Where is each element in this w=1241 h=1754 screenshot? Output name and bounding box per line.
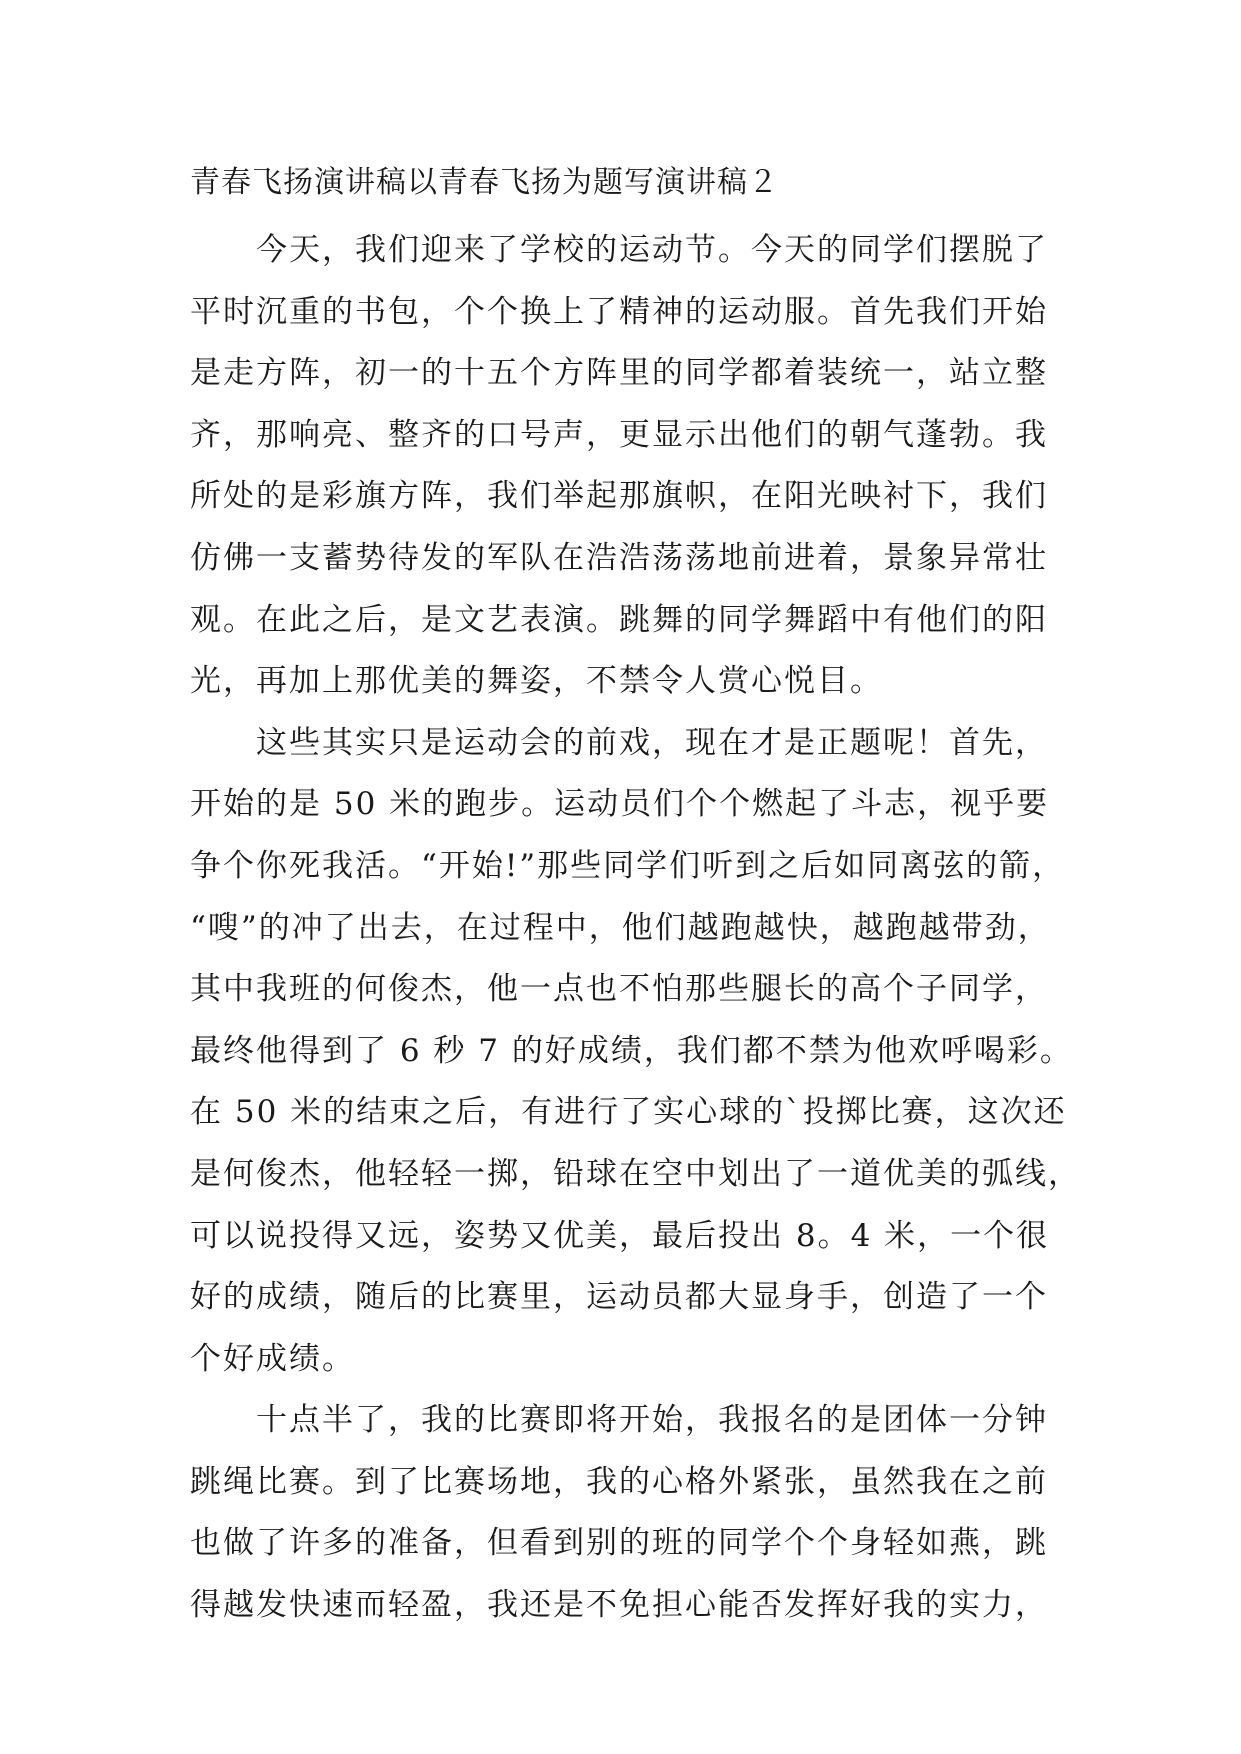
document-title: 青春飞扬演讲稿以青春飞扬为题写演讲稿２ xyxy=(190,165,779,200)
paragraph-line: 平时沉重的书包，个个换上了精神的运动服。首先我们开始 xyxy=(190,293,1048,330)
paragraph-line: 仿佛一支蓄势待发的军队在浩浩荡荡地前进着，景象异常壮 xyxy=(190,539,1048,576)
paragraph-line: 得越发快速而轻盈，我还是不免担心能否发挥好我的实力， xyxy=(190,1587,1048,1624)
paragraph-line: 也做了许多的准备，但看到别的班的同学个个身轻如燕，跳 xyxy=(190,1525,1048,1562)
paragraph-line: 开始的是 50 米的跑步。运动员们个个燃起了斗志，视乎要 xyxy=(190,786,1050,823)
paragraph-1 xyxy=(190,220,1070,713)
paragraph-line: 是走方阵，初一的十五个方阵里的同学都着装统一，站立整 xyxy=(190,355,1048,392)
paragraph-line: 在 50 米的结束之后，有进行了实心球的`投掷比赛，这次还 xyxy=(190,1094,1067,1131)
paragraph-line: 是何俊杰，他轻轻一掷，铅球在空中划出了一道优美的弧线， xyxy=(190,1155,1081,1192)
paragraph-2 xyxy=(190,713,1081,1391)
paragraph-line: 个好成绩。 xyxy=(190,1340,355,1377)
paragraph-line: 齐，那响亮、整齐的口号声，更显示出他们的朝气蓬勃。我 xyxy=(190,416,1048,453)
paragraph-line: 光，再加上那优美的舞姿，不禁令人赏心悦目。 xyxy=(190,663,883,700)
paragraph-line: 今天，我们迎来了学校的运动节。今天的同学们摆脱了 xyxy=(256,232,1048,268)
paragraph-line: 好的成绩，随后的比赛里，运动员都大显身手，创造了一个 xyxy=(190,1279,1048,1316)
paragraph-line: 争个你死我活。“开始!”那些同学们听到之后如同离弦的箭， xyxy=(190,847,1066,884)
paragraph-line: 跳绳比赛。到了比赛场地，我的心格外紧张，虽然我在之前 xyxy=(190,1463,1048,1500)
paragraph-line: 可以说投得又远，姿势又优美，最后投出 8。4 米，一个很 xyxy=(190,1217,1050,1254)
paragraph-line: 所处的是彩旗方阵，我们举起那旗帜，在阳光映衬下，我们 xyxy=(190,478,1048,515)
paragraph-line: 观。在此之后，是文艺表演。跳舞的同学舞蹈中有他们的阳 xyxy=(190,601,1048,638)
paragraph-line: “嗖”的冲了出去，在过程中，他们越跑越快，越跑越带劲， xyxy=(190,909,1051,946)
paragraph-line: 十点半了，我的比赛即将开始，我报名的是团体一分钟 xyxy=(256,1402,1048,1439)
paragraph-line: 这些其实只是运动会的前戏，现在才是正题呢！首先， xyxy=(256,724,1048,761)
paragraph-line: 最终他得到了 6 秒 7 的好成绩，我们都不禁为他欢呼喝彩。 xyxy=(190,1032,1073,1069)
paragraph-3 xyxy=(190,1390,1070,1636)
paragraph-line: 其中我班的何俊杰，他一点也不怕那些腿长的高个子同学， xyxy=(190,971,1048,1008)
document-body xyxy=(190,220,1081,1637)
